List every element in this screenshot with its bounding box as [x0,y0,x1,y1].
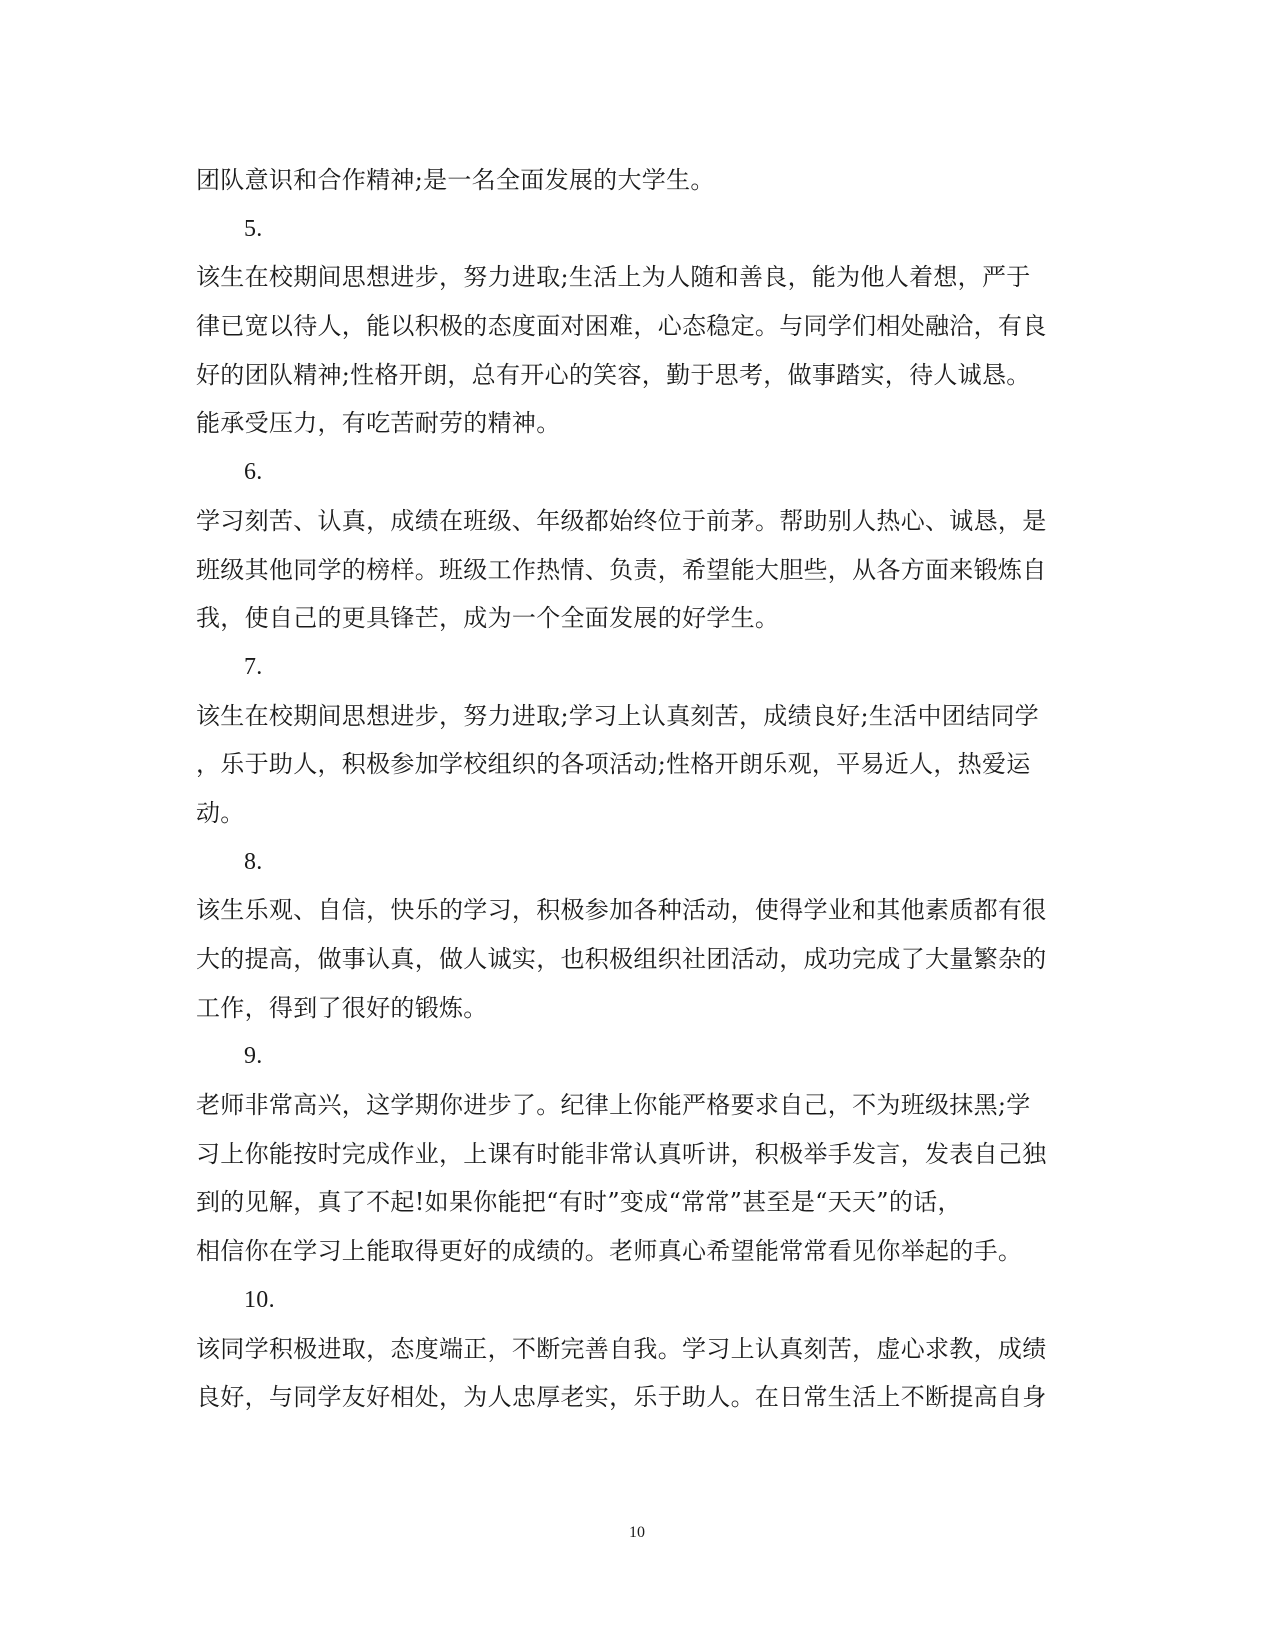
item-number: 9. [244,1043,263,1070]
text-line: 动。 [196,798,245,827]
document-body [196,156,1076,1422]
text-line: 该生在校期间思想进步，努力进取;生活上为人随和善良，能为他人着想，严于 [196,263,1031,292]
text-line: 工作，得到了很好的锻炼。 [196,993,488,1022]
item-number: 7. [244,653,263,680]
text-line: 该生在校期间思想进步，努力进取;学习上认真刻苦，成绩良好;生活中团结同学 [196,701,1039,730]
item-number: 6. [244,459,263,486]
text-line: 我，使自己的更具锋芒，成为一个全面发展的好学生。 [196,604,780,633]
text-line: 能承受压力，有吃苦耐劳的精神。 [196,409,561,438]
text-line: 大的提高，做事认真，做人诚实，也积极组织社团活动，成功完成了大量繁杂的 [196,945,1047,973]
text-line: 老师非常高兴，这学期你进步了。纪律上你能严格要求自己，不为班级抹黑;学 [196,1091,1031,1120]
text-line: 该同学积极进取，态度端正，不断完善自我。学习上认真刻苦，虚心求教，成绩 [196,1334,1047,1363]
text-line: ，乐于助人，积极参加学校组织的各项活动;性格开朗乐观，平易近人，热爱运 [196,750,1031,779]
text-line: 班级其他同学的榜样。班级工作热情、负责，希望能大胆些，从各方面来锻炼自 [196,555,1047,584]
item-number: 8. [244,848,263,875]
item-number: 5. [244,215,263,242]
text-line: 良好，与同学友好相处，为人忠厚老实，乐于助人。在日常生活上不断提高自身 [196,1383,1047,1412]
item-number: 10. [244,1286,275,1313]
text-line: 到的见解，真了不起!如果你能把“有时”变成“常常”甚至是“天天”的话， [196,1188,962,1217]
text-line: 好的团队精神;性格开朗，总有开心的笑容，勤于思考，做事踏实，待人诚恳。 [196,360,1031,389]
text-line: 学习刻苦、认真，成绩在班级、年级都始终位于前茅。帮助别人热心、诚恳，是 [196,506,1047,535]
text-line: 相信你在学习上能取得更好的成绩的。老师真心希望能常常看见你举起的手。 [196,1237,1023,1266]
text-line: 团队意识和合作精神;是一名全面发展的大学生。 [196,166,715,194]
text-line: 律已宽以待人，能以积极的态度面对困难，心态稳定。与同学们相处融洽，有良 [196,312,1047,341]
text-line: 该生乐观、自信，快乐的学习，积极参加各种活动，使得学业和其他素质都有很 [196,896,1047,925]
page-number: 10 [629,1524,645,1541]
text-line: 习上你能按时完成作业，上课有时能非常认真听讲，积极举手发言，发表自己独 [196,1139,1047,1168]
